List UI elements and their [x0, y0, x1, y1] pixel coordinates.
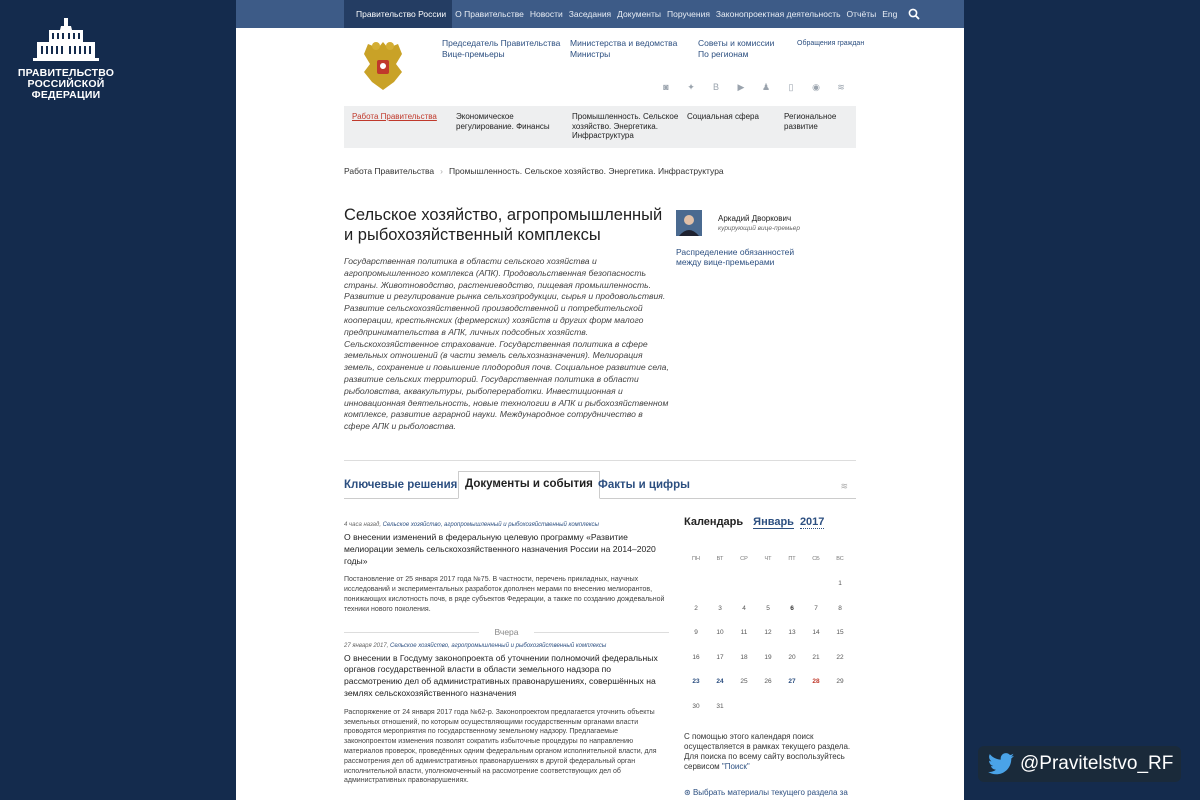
calendar-day[interactable]: 12	[764, 629, 772, 636]
category-bar	[344, 106, 856, 148]
link-vicepremiers[interactable]: Вице-премьеры	[442, 49, 505, 59]
calendar-day[interactable]: 22	[836, 653, 844, 661]
news-body: Постановление от 25 января 2017 года №75. В частности, перечень прикладных, научных исследований и экспериментальных разработок дополнен мерами по внесению мелиорантов, понижающих кислотность почв, в ряде субъектов Федерации, а также по созданию дождевальной техники нового поколения.	[344, 576, 665, 613]
camera-icon[interactable]: ◙	[663, 82, 669, 92]
rss-header-icon[interactable]: ≋	[837, 82, 845, 92]
calendar-day[interactable]: 26	[764, 678, 772, 685]
calendar-day[interactable]: 19	[764, 653, 772, 661]
calendar-day[interactable]: 5	[766, 604, 770, 612]
calendar-month[interactable]: Январь	[753, 516, 794, 528]
weekday-label: ВТ	[716, 556, 724, 562]
link-ministries[interactable]: Министерства и ведомства	[570, 38, 678, 48]
section-description: Государственная политика в области сельского хозяйства и агропромышленного комплекса (АПК). Продовольственная безопасность страны. Животноводство, растениеводство, пищевая промышленность. Развитие и регулирование рынка сельхозпродукции, сырья и продовольствия. Развитие сельскохозяйственной производственной и потребительской кооперации, крестьянских (фермерских) хозяйств и других форм малого предпринимательства в АПК, личных подсобных хозяйств. Сельскохозяйственное страхование. Государственная политика в сфере земельных отношений (в части земель сельхозназначения). Мелиорация земель, сохранение и повышение плодородия почв. Социальное развитие села, развитие сельских территорий. Государственная политика в области рыболовства, аквакультуры, рыбопереработки. Инвестиционная и инновационная деятельность, новые технологии в АПК и рыбохозяйственном комплексе, развитие аграрной науки. Международное сотрудничество в сфере АПК и рыболовства.	[344, 256, 669, 432]
calendar-day[interactable]: 4	[742, 604, 746, 612]
breadcrumb-item-2[interactable]: Промышленность. Сельское хозяйство. Энергетика. Инфраструктура	[449, 166, 724, 176]
header-col-chairman	[442, 38, 560, 60]
calendar-day[interactable]: 17	[716, 653, 724, 661]
link-citizen-appeals[interactable]: Обращения граждан	[797, 40, 865, 47]
breadcrumb	[344, 166, 724, 176]
calendar-day[interactable]: 8	[838, 604, 842, 612]
nav-legislation[interactable]: Законопроектная деятельность	[715, 9, 841, 19]
calendar-note	[684, 732, 856, 772]
mobile-icon[interactable]: ▯	[788, 82, 794, 92]
nav-instructions[interactable]: Поручения	[667, 9, 710, 19]
calendar-day[interactable]: 18	[740, 653, 748, 661]
vicepremier-role: курирующий вице-премьер	[718, 225, 800, 232]
calendar-filter-link[interactable]	[684, 788, 848, 797]
weekday-label: ПТ	[788, 556, 796, 562]
link-chairman[interactable]: Председатель Правительства	[442, 38, 561, 48]
weekday-label: СБ	[812, 556, 820, 562]
news-body: Распоряжение от 24 января 2017 года №62-р. Законопроектом предлагается уточнить объекты земельных отношений, по которым осуществляющими государственным органами власти проводятся мероприятия по государственному земельному надзору. Предлагаемые законопроектом изменения позволят сократить избыточные процедуры по направлению материалов проверок, проведённых одним федеральным органом исполнительной власти, для рассмотрения дел об административных правонарушениях в другой федеральный орган исполнительной власти, уполномоченный на рассмотрение соответствующих дел об административных правонарушениях.	[344, 708, 657, 785]
nav-home[interactable]: Правительство России	[344, 0, 452, 28]
news-category[interactable]: Сельское хозяйство, агропромышленный и рыбохозяйственный комплексы	[382, 522, 599, 528]
breadcrumb-item-1[interactable]: Работа Правительства	[344, 166, 435, 176]
weekday-label: ЧТ	[764, 556, 772, 562]
tab-facts-figures[interactable]: Факты и цифры	[598, 479, 690, 491]
nav-news[interactable]: Новости	[529, 9, 563, 19]
cat-economy[interactable]: Экономическое регулирование. Финансы	[456, 112, 550, 131]
content-tabs	[344, 471, 856, 499]
calendar-day[interactable]: 14	[812, 629, 820, 636]
header-col-ministries	[570, 38, 677, 60]
page	[236, 0, 964, 800]
news-feed	[344, 522, 669, 786]
weekday-label: ВС	[836, 556, 844, 562]
link-councils[interactable]: Советы и комиссии	[698, 38, 775, 48]
calendar-title: Календарь	[684, 516, 744, 528]
odnoklassniki-icon[interactable]: ♟	[761, 82, 771, 92]
cat-social[interactable]: Социальная сфера	[687, 112, 759, 121]
social-icons	[660, 82, 847, 92]
search-service-link[interactable]: "Поиск"	[721, 762, 750, 771]
calendar-note-text: С помощью этого календаря поиск осуществляется в рамках текущего раздела. Для поиска по всему сайту воспользуйтесь сервисом	[684, 732, 851, 771]
calendar-day[interactable]: 25	[740, 678, 748, 685]
calendar-day[interactable]: 1	[838, 580, 842, 587]
news-title[interactable]: О внесении изменений в федеральную целевую программу «Развитие мелиорации земель сельскохозяйственного назначения России на 2014–2020 годы»	[344, 532, 656, 566]
twitter-handle: @Pravitelstvo_RF	[1020, 753, 1174, 774]
calendar-day[interactable]: 31	[716, 702, 724, 710]
calendar-day[interactable]: 9	[694, 629, 698, 636]
search-icon[interactable]	[908, 8, 920, 20]
calendar-day[interactable]: 28	[812, 678, 820, 685]
calendar-day[interactable]: 24	[716, 678, 724, 685]
brand-line-1: ПРАВИТЕЛЬСТВО	[17, 67, 115, 79]
calendar-day[interactable]: 23	[692, 678, 700, 685]
calendar-day[interactable]: 2	[694, 604, 698, 612]
white-house-icon	[31, 16, 101, 62]
eye-icon[interactable]: ◉	[812, 82, 820, 92]
calendar-header	[684, 516, 856, 529]
news-time: 27 января 2017,	[344, 642, 389, 649]
coat-of-arms[interactable]	[358, 38, 408, 99]
brand-line-2: РОССИЙСКОЙ	[27, 78, 105, 90]
page-title: Сельское хозяйство, агропромышленный и рыбохозяйственный комплексы	[344, 206, 663, 244]
duties-link[interactable]: Распределение обязанностей между вице-премьерами	[676, 247, 795, 267]
youtube-icon[interactable]: ▶	[737, 82, 745, 92]
divider	[344, 460, 856, 461]
calendar-day[interactable]: 3	[718, 604, 722, 612]
calendar	[684, 516, 856, 797]
calendar-day[interactable]: 7	[814, 604, 818, 612]
calendar-day[interactable]: 6	[790, 604, 794, 612]
calendar-day[interactable]: 11	[740, 629, 748, 636]
vicepremier-name[interactable]: Аркадий Дворкович	[718, 214, 792, 223]
calendar-day[interactable]: 27	[788, 678, 796, 685]
chevron-right-icon: ›	[440, 166, 444, 176]
weekday-label: ПН	[692, 556, 700, 562]
filter-icon: ⊛	[684, 788, 693, 797]
twitter-social-icon[interactable]: ✦	[687, 82, 695, 92]
news-meta	[344, 522, 669, 528]
cat-industry[interactable]: Промышленность. Сельское хозяйство. Энергетика. Инфраструктура	[572, 112, 679, 140]
calendar-day[interactable]: 20	[788, 653, 796, 661]
link-ministers[interactable]: Министры	[570, 49, 611, 59]
government-logo[interactable]	[14, 16, 118, 101]
day-separator: Вчера	[344, 627, 669, 637]
twitter-badge	[978, 746, 1181, 782]
news-time: 4 часа назад,	[344, 522, 381, 528]
nav-about[interactable]: О Правительстве	[455, 9, 524, 19]
calendar-day[interactable]: 29	[836, 678, 844, 685]
cat-government-work[interactable]: Работа Правительства	[352, 112, 437, 121]
calendar-day[interactable]: 30	[692, 702, 700, 710]
weekday-label: СР	[740, 556, 748, 562]
top-navigation	[236, 0, 964, 28]
calendar-day[interactable]: 10	[716, 629, 724, 636]
news-category[interactable]: Сельское хозяйство, агропромышленный и рыбохозяйственный комплексы	[390, 642, 607, 649]
calendar-day[interactable]: 21	[812, 653, 820, 661]
twitter-icon	[988, 753, 1014, 775]
header-col-councils	[698, 38, 774, 60]
news-title[interactable]: О внесении в Госдуму законопроекта об уточнении полномочий федеральных органов государственной власти в области земельного надзора по рассмотрению дел об административных правонарушениях, совершённых на землях сельскохозяйственного назначения	[344, 652, 658, 698]
nav-meetings[interactable]: Заседания	[568, 9, 612, 19]
calendar-day[interactable]: 16	[692, 653, 700, 661]
nav-reports[interactable]: Отчёты	[846, 9, 877, 19]
tab-documents-events[interactable]: Документы и события	[458, 471, 600, 499]
calendar-filter-text[interactable]: Выбрать материалы текущего раздела за	[692, 788, 848, 797]
brand-line-3: ФЕДЕРАЦИИ	[31, 89, 101, 101]
cat-regional[interactable]: Региональное развитие	[784, 112, 837, 131]
tab-key-decisions[interactable]: Ключевые решения	[344, 479, 458, 491]
header-col-appeals	[797, 38, 864, 49]
link-regions[interactable]: По регионам	[698, 49, 749, 59]
nav-documents[interactable]: Документы	[617, 9, 661, 19]
rss-icon[interactable]: ≋	[840, 481, 848, 491]
vk-icon[interactable]: B	[712, 82, 719, 92]
calendar-year[interactable]: 2017	[799, 516, 825, 528]
calendar-day[interactable]: 15	[836, 629, 844, 636]
calendar-day[interactable]: 13	[788, 629, 796, 636]
nav-english[interactable]: Eng	[882, 9, 898, 19]
avatar[interactable]	[676, 210, 702, 236]
news-meta	[344, 643, 669, 649]
